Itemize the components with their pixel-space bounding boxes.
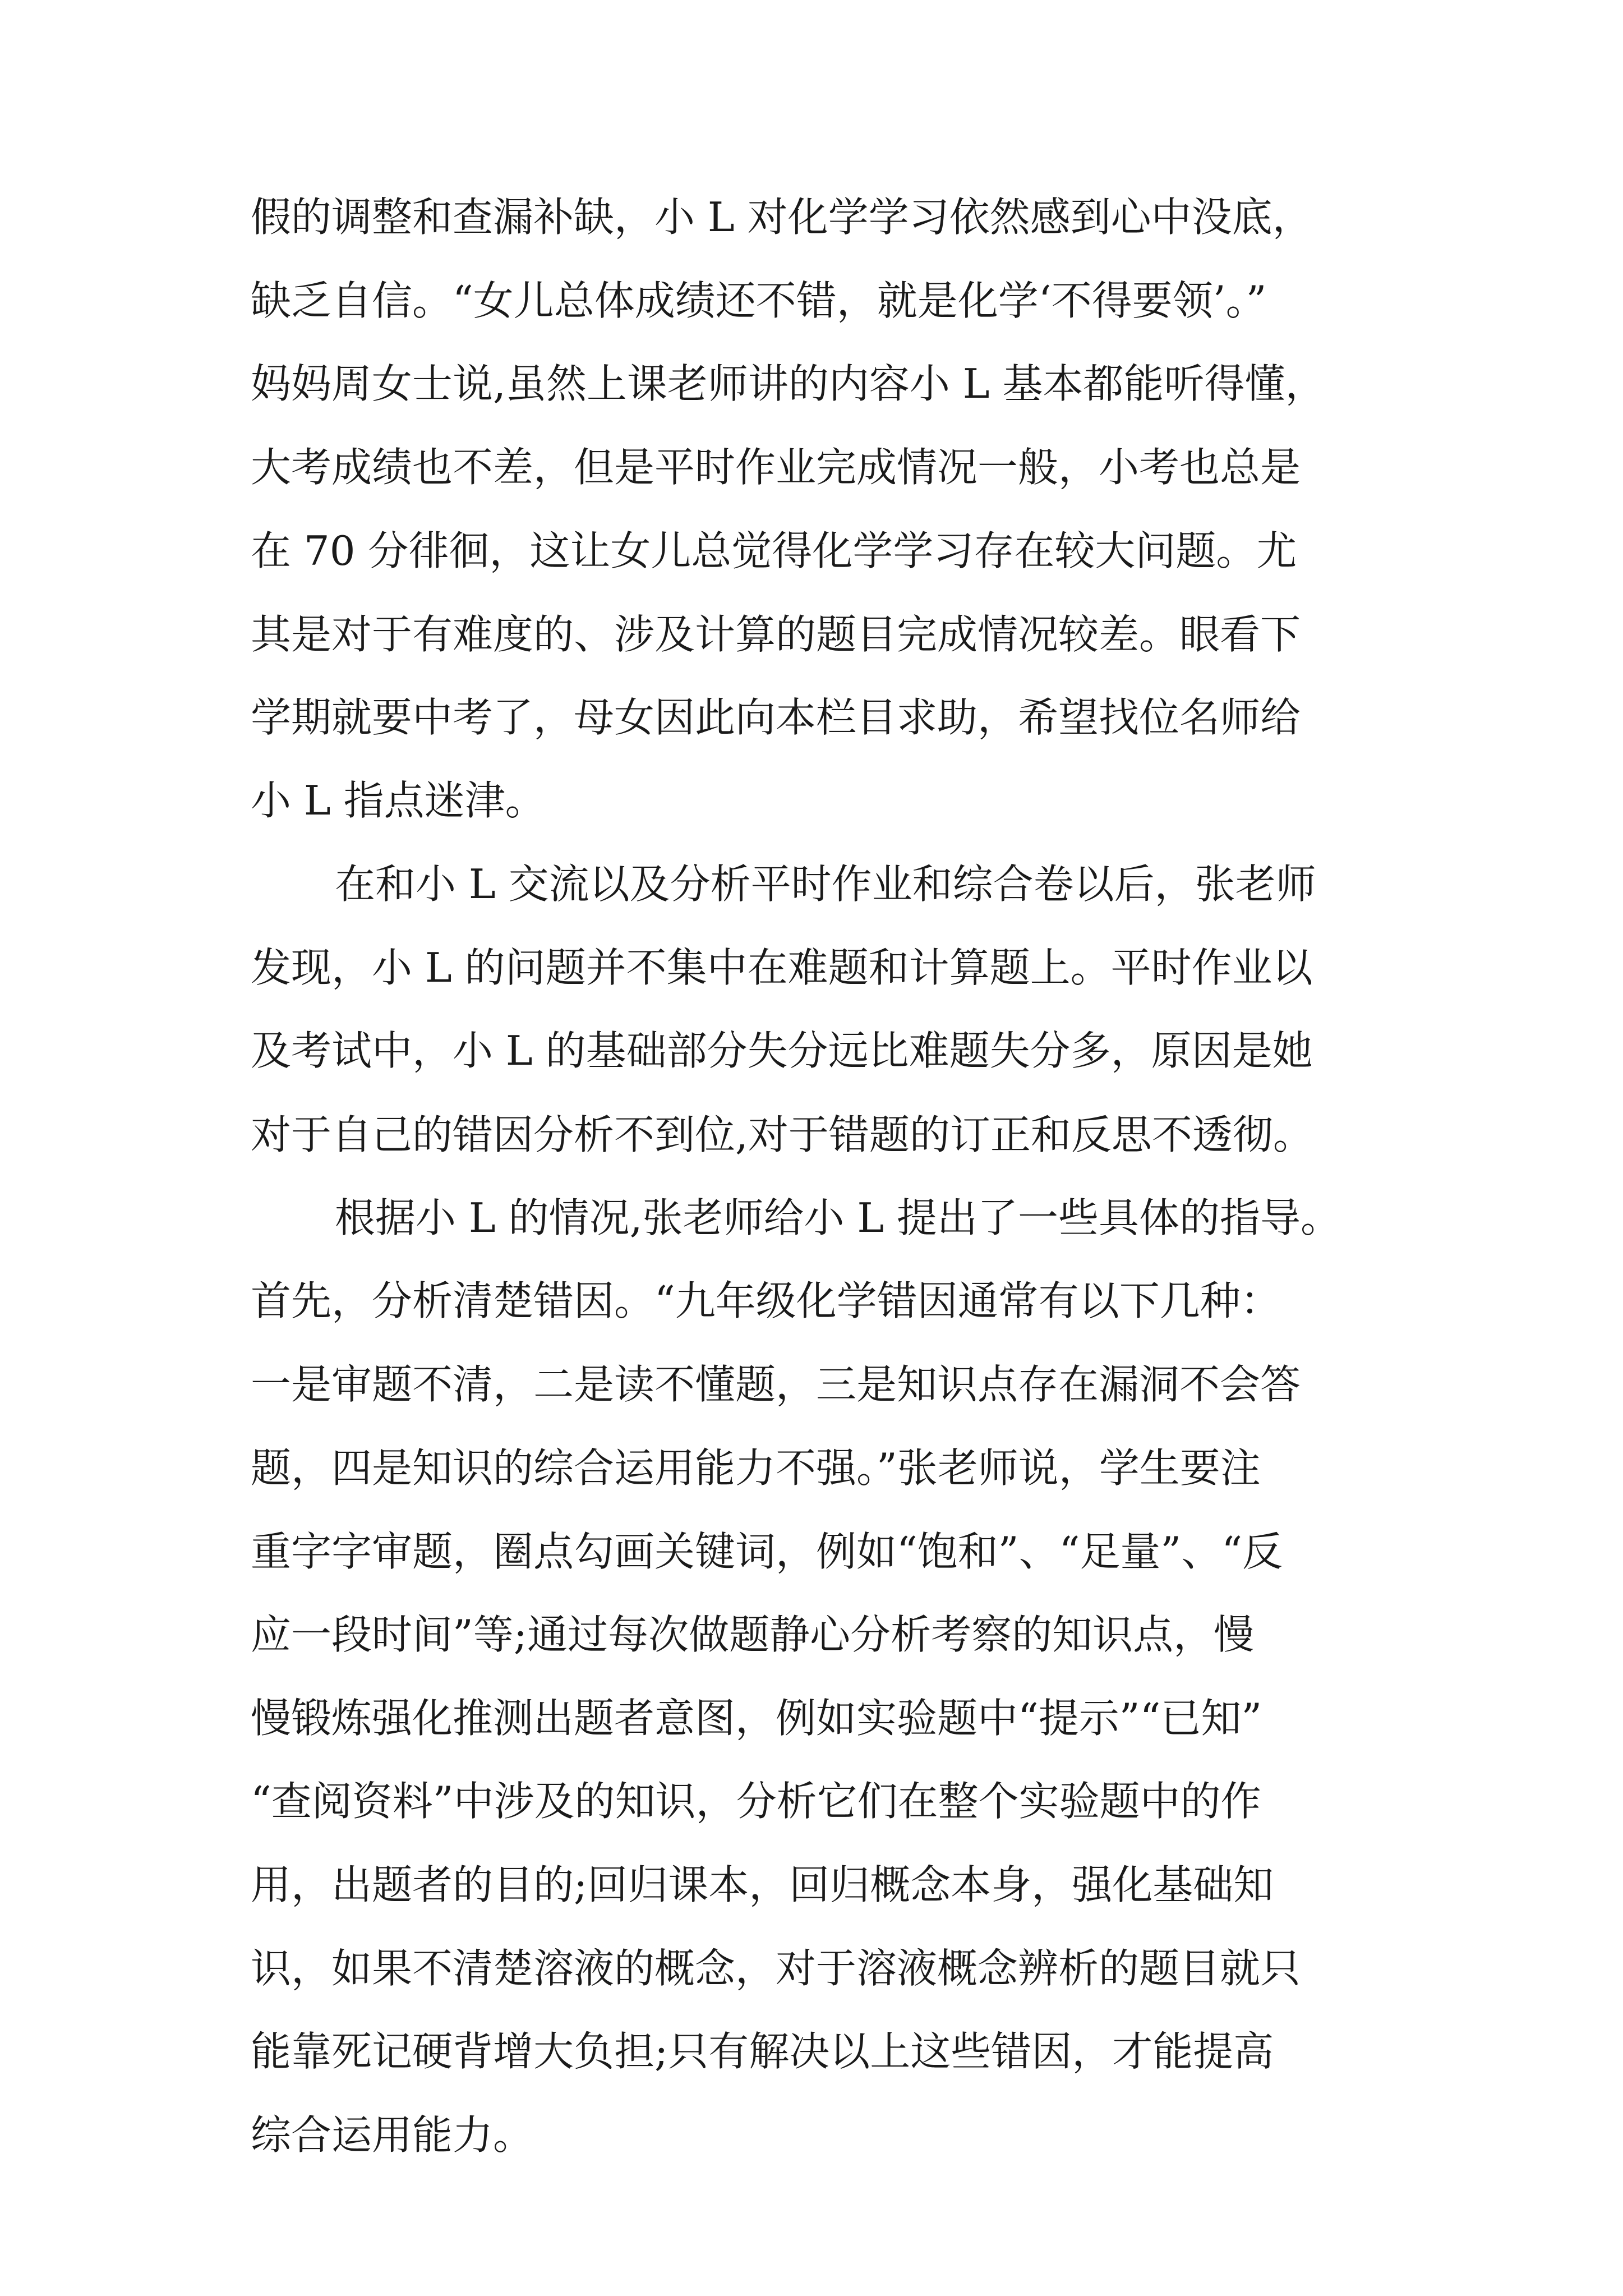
paragraph-first-line: 在和小 L 交流以及分析平时作业和综合卷以后，张老师 — [335, 861, 1316, 908]
text-line: 综合运用能力。 — [251, 2111, 534, 2159]
text-line: 其是对于有难度的、涉及计算的题目完成情况较差。眼看下 — [251, 611, 1301, 658]
text-line: 能靠死记硬背增大负担;只有解决以上这些错因，才能提高 — [251, 2028, 1274, 2075]
text-line: 缺乏自信。“女儿总体成绩还不错，就是化学‘不得要领’。” — [251, 277, 1267, 324]
text-line: 用，出题者的目的;回归课本，回归概念本身，强化基础知 — [251, 1861, 1274, 1908]
text-line: 对于自己的错因分析不到位,对于错题的订正和反思不透彻。 — [251, 1111, 1313, 1158]
text-line: 应一段时间”等;通过每次做题静心分析考察的知识点，慢 — [251, 1611, 1255, 1658]
text-line: 首先，分析清楚错因。“九年级化学错因通常有以下几种： — [251, 1277, 1281, 1324]
text-line: 在 70 分徘徊，这让女儿总觉得化学学习存在较大问题。尤 — [251, 527, 1297, 574]
paragraph-first-line: 根据小 L 的情况,张老师给小 L 提出了一些具体的指导。 — [335, 1194, 1341, 1241]
text-line: 假的调整和查漏补缺，小 L 对化学学习依然感到心中没底， — [251, 194, 1313, 241]
text-line: 妈妈周女士说,虽然上课老师讲的内容小 L 基本都能听得懂， — [251, 360, 1326, 407]
text-line: “查阅资料”中涉及的知识，分析它们在整个实验题中的作 — [251, 1778, 1261, 1825]
text-line: 重字字审题，圈点勾画关键词，例如“饱和”、“足量”、“反 — [251, 1528, 1283, 1575]
text-line: 一是审题不清，二是读不懂题，三是知识点存在漏洞不会答 — [251, 1361, 1301, 1408]
text-line: 及考试中，小 L 的基础部分失分远比难题失分多，原因是她 — [251, 1027, 1313, 1074]
text-line: 发现，小 L 的问题并不集中在难题和计算题上。平时作业以 — [251, 944, 1313, 991]
text-line: 小 L 指点迷津。 — [251, 777, 546, 824]
text-line: 慢锻炼强化推测出题者意图，例如实验题中“提示”“已知” — [251, 1695, 1262, 1742]
text-line: 大考成绩也不差，但是平时作业完成情况一般，小考也总是 — [251, 444, 1301, 491]
text-line: 识，如果不清楚溶液的概念，对于溶液概念辨析的题目就只 — [251, 1945, 1301, 1992]
text-line: 学期就要中考了，母女因此向本栏目求助，希望找位名师给 — [251, 694, 1301, 741]
text-line: 题，四是知识的综合运用能力不强。”张老师说，学生要注 — [251, 1444, 1261, 1492]
